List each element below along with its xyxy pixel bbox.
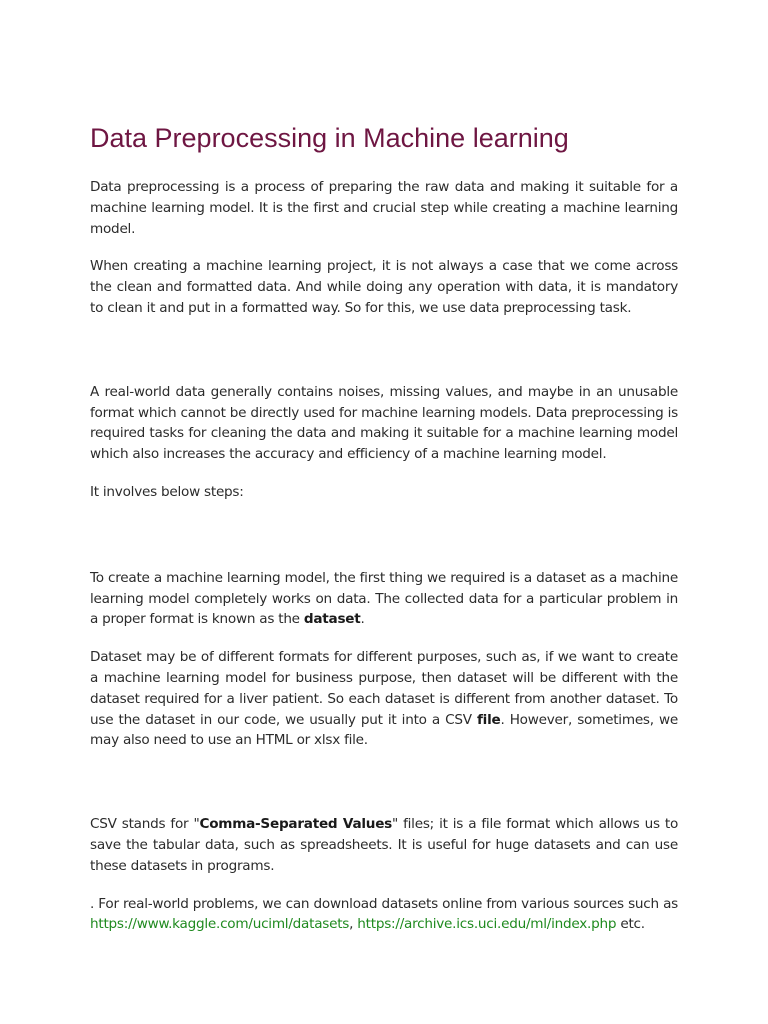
text-segment: . [360, 611, 365, 628]
bold-term-file: file [477, 711, 501, 728]
paragraph-real-world-data: A real-world data generally contains noises, missing values, and maybe in an unusable format which cannot be directly used for machine learning models. Data preprocessing is required tasks for cleaning the data and making it suitable for a machine learning model which also increases the accuracy and efficiency of a machine learning model. [90, 383, 678, 463]
bold-term-csv: Comma-Separated Values [199, 816, 393, 833]
spacer [90, 768, 678, 814]
bold-term-dataset: dataset [303, 611, 361, 628]
text-segment: . However, sometimes, we may also need to use an HTML or xlsx file. [90, 711, 678, 749]
kaggle-link[interactable]: https://www.kaggle.com/uciml/datasets [90, 916, 350, 933]
text-segment: CSV stands for " [90, 816, 200, 833]
page-title: Data Preprocessing in Machine learning [90, 123, 569, 153]
text-segment: " files; it is a file format which allows us to save the tabular data, such as spreadsheets. It is useful for huge datasets and can use these datasets in programs. [90, 816, 679, 874]
paragraph-dataset [90, 568, 678, 630]
text-segment: To create a machine learning model, the first thing we required is a dataset as a machine learning model completely works on data. The collected data for a particular problem in a proper format is known as the [90, 569, 678, 628]
text-segment: Dataset may be of different formats for different purposes, such as, if we want to create a machine learning model for business purpose, then dataset will be different with the dataset required for a liver patient. So each dataset is different from another dataset. To use the dataset in our code, we usually put it into a CSV [90, 649, 678, 728]
paragraph-csv [90, 814, 678, 876]
paragraph-dataset-formats [90, 647, 678, 751]
paragraph-steps-intro: It involves below steps: [90, 483, 244, 500]
spacer [90, 336, 678, 382]
spacer [90, 520, 678, 568]
paragraph-clean-data: When creating a machine learning project, it is not always a case that we come across the clean and formatted data. And while doing any operation with data, it is mandatory to clean it and put in a formatted way. So for this, we use data preprocessing task. [90, 258, 678, 316]
text-segment: etc. [616, 916, 645, 933]
document-body [90, 118, 678, 952]
text-segment: . For real-world problems, we can download datasets online from various sources such as [90, 895, 678, 912]
text-segment: , [349, 916, 358, 933]
paragraph-download-sources [90, 894, 678, 936]
paragraph-intro: Data preprocessing is a process of preparing the raw data and making it suitable for a machine learning model. It is the first and crucial step while creating a machine learning model. [90, 179, 678, 237]
uci-archive-link[interactable]: https://archive.ics.uci.edu/ml/index.php [357, 916, 617, 933]
